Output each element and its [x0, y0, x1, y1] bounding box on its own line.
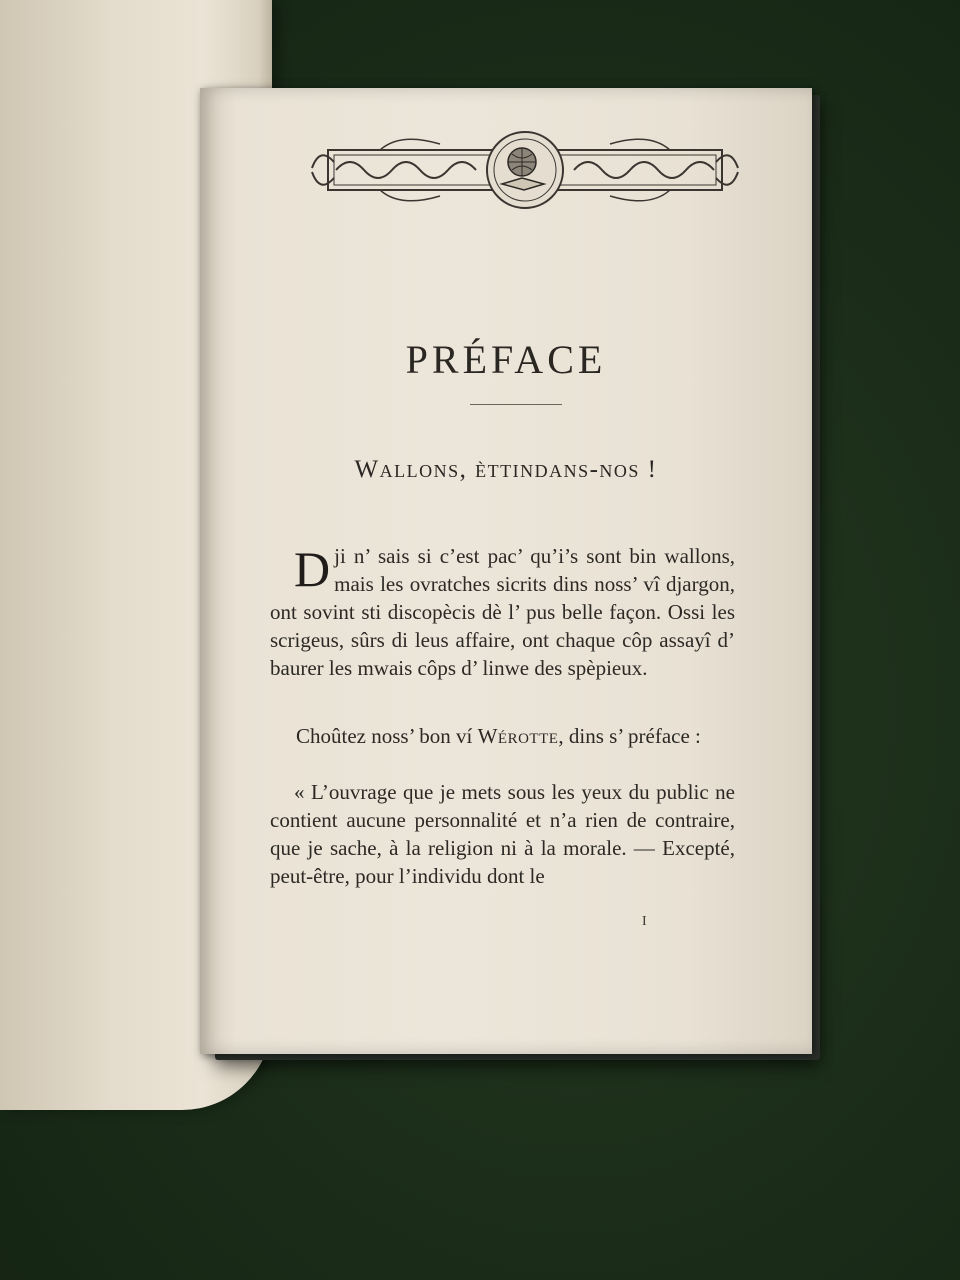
- drop-cap: D: [294, 541, 331, 597]
- author-name: Wérotte: [477, 724, 559, 748]
- paragraph-3: « L’ouvrage que je mets sous les yeux du public ne contient aucune personnalité et n’a rien de contraire, que je sache, à la religion ni à la morale. — Excepté, peut-être, pour l’individu dont le: [270, 780, 735, 888]
- paragraph-2: [270, 722, 735, 750]
- paragraph-2-after: , dins s’ préface :: [558, 724, 701, 748]
- page-number: I: [642, 914, 647, 929]
- page-title: PRÉFACE: [405, 337, 607, 382]
- section-subtitle: Wallons, èttindans-nos !: [354, 456, 658, 483]
- title-divider: [470, 404, 562, 405]
- paragraph-2-before: Choûtez noss’ bon ví: [296, 724, 478, 748]
- book-page: [200, 88, 812, 1054]
- paragraph-1: [270, 542, 735, 682]
- paragraph-1-text: ji n’ sais si c’est pac’ qu’i’s sont bin wallons, mais les ovratches sicrits dins noss’ vî djargon, ont sovint sti discopècis dè l’ pus belle façon. Ossi les scrigeus, sûrs di leus affaire, ont chaque côp assayî d’ baurer les mwais côps d’ linwe des spèpieux.: [270, 544, 735, 680]
- ornamental-headpiece: [310, 128, 740, 210]
